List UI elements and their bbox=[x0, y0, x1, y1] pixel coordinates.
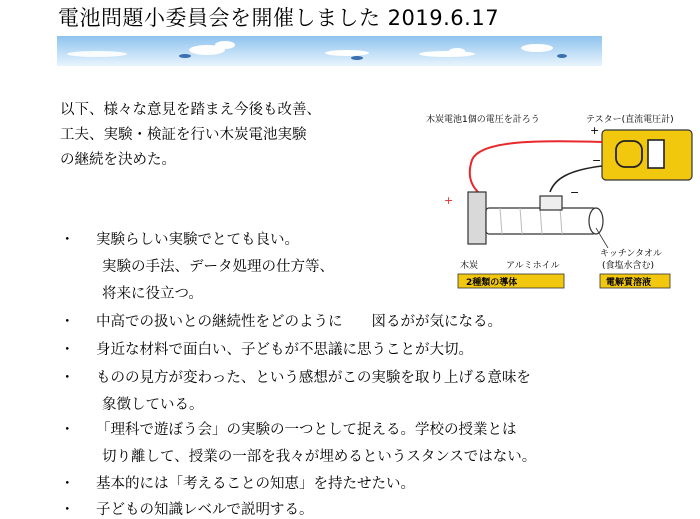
towel-sublabel: (食塩水含む) bbox=[602, 261, 655, 271]
intro-line: 工夫、実験・検証を行い木炭電池実験 bbox=[60, 127, 307, 143]
conductor-label: 2種類の導体 bbox=[466, 278, 518, 288]
bullet-marker: ・ bbox=[60, 314, 75, 330]
bullet-marker: ・ bbox=[60, 232, 75, 248]
charcoal-battery-diagram bbox=[420, 100, 700, 300]
bullet-marker: ・ bbox=[60, 342, 75, 358]
red-wire bbox=[470, 141, 602, 192]
tester-plus-sign: + bbox=[590, 124, 600, 137]
foil-label: アルミホイル bbox=[506, 261, 560, 271]
intro-line: 以下、様々な意見を踏まえ今後も改善、 bbox=[60, 102, 321, 118]
towel-label: キッチンタオル bbox=[600, 249, 663, 259]
tester-display-icon bbox=[648, 140, 664, 168]
charcoal-stick bbox=[468, 192, 486, 244]
sky-banner-image bbox=[57, 36, 602, 66]
bullet-marker: ・ bbox=[60, 476, 75, 492]
page-title: 電池問題小委員会を開催しました 2019.6.17 bbox=[58, 6, 500, 30]
bullet-marker: ・ bbox=[60, 370, 75, 386]
bullet-marker: ・ bbox=[60, 422, 75, 438]
intro-line: の継続を決めた。 bbox=[60, 152, 176, 168]
figure-caption-top: 木炭電池1個の電圧を計ろう bbox=[426, 115, 540, 125]
tester-minus-sign: − bbox=[592, 154, 602, 167]
charcoal-plus-sign: + bbox=[444, 194, 454, 207]
foil-minus-sign: − bbox=[570, 186, 580, 199]
clip-icon bbox=[540, 196, 562, 210]
bullet-marker: ・ bbox=[60, 502, 75, 518]
intro-paragraph bbox=[60, 98, 420, 173]
electrolyte-label: 電解質溶液 bbox=[606, 278, 652, 288]
tester-label: テスター(直流電圧計) bbox=[586, 115, 674, 125]
tester-dial-icon bbox=[616, 141, 642, 167]
charcoal-label: 木炭 bbox=[460, 261, 479, 271]
